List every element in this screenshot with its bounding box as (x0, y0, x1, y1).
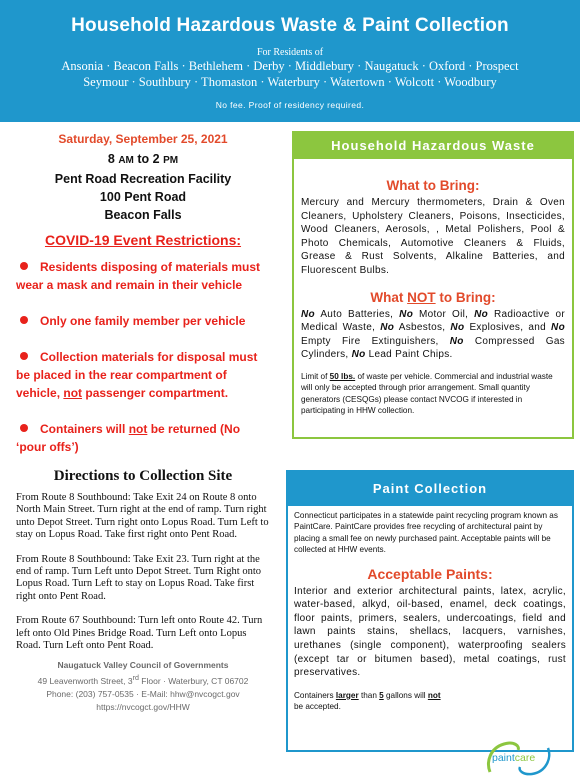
bullet-icon (20, 262, 28, 270)
acceptable-paints-list: Interior and exterior architectural paints, latex, acrylic, water-based, alkyd, oil-based, enamel, deck coatings, floor paints, primers, sealers, undercoatings, field and lawn paints stains, shellacs, lacquers, varnishes, urethanes (single component), waterproofing sealers (except tar or bitumen based), metal coatings, rust preservatives. (294, 585, 566, 679)
restriction-item: Collection materials for disposal must be placed in the rear compartment of vehicle, not passenger compartment. (16, 350, 258, 400)
covid-restrictions-list (16, 258, 270, 456)
event-date: Saturday, September 25, 2021 (58, 132, 228, 146)
org-website[interactable]: https://nvcogct.gov/HHW (96, 702, 190, 713)
org-contact: Phone: (203) 757-0535 · E-Mail: hhw@nvcogct.gov (46, 689, 240, 700)
for-residents-label: For Residents of (256, 47, 324, 58)
header-banner (0, 0, 580, 122)
paint-panel (286, 470, 574, 764)
fee-note: No fee. Proof of residency required. (215, 100, 365, 110)
org-name: Naugatuck Valley Council of Governments (57, 660, 229, 671)
directions-paragraph: From Route 67 Southbound: Turn left onto Route 42. Turn left onto Old Pines Bridge Road. Turn Left onto Lopus Road. Turn Left onto Pent Road. (16, 615, 263, 652)
event-facility: Pent Road Recreation Facility (54, 172, 232, 186)
restriction-item: Only one family member per vehicle (16, 312, 270, 330)
towns-line-2: Seymour · Southbury · Thomaston · Waterbury · Watertown · Wolcott · Woodbury (83, 75, 497, 89)
what-to-bring-title: What to Bring: (386, 178, 480, 193)
bullet-icon (20, 424, 28, 432)
event-town: Beacon Falls (104, 208, 182, 222)
event-info (16, 132, 270, 224)
event-street: 100 Pent Road (99, 190, 187, 204)
bullet-icon (20, 316, 28, 324)
directions-text (16, 492, 270, 652)
towns-line-1: Ansonia · Beacon Falls · Bethlehem · Derby · Middlebury · Naugatuck · Oxford · Prospect (61, 59, 519, 73)
event-time: 8 AM to 2 PM (107, 152, 179, 166)
hhw-panel (292, 131, 574, 439)
paintcare-intro: Connecticut participates in a statewide paint recycling program known as PaintCare. PaintCare provides free recycling of architectural paint by placing a small fee on newly purchased paint. Acceptable paints will be collected at HHW events. (294, 511, 558, 555)
restriction-item: Containers will not be returned (No ‘pour offs’) (16, 422, 241, 454)
directions-paragraph: From Route 8 Southbound: Take Exit 23. Turn right at the end of ramp. Turn Left unto Depot Street. Turn Right onto Lopus Road. Turn Left to stay on Lopus Road. Take first right onto Pent Road. (16, 553, 261, 602)
left-column (16, 132, 270, 714)
what-not-to-bring-title: What NOT to Bring: (370, 289, 496, 305)
contact-footer (16, 659, 270, 714)
paintcare-logo: paintcare (484, 738, 554, 778)
restriction-item: Residents disposing of materials must wear a mask and remain in their vehicle (16, 260, 261, 292)
bullet-icon (20, 352, 28, 360)
covid-restrictions-title: COVID-19 Event Restrictions: (44, 232, 242, 248)
container-size-note: Containers larger than 5 gallons will not be accepted. (294, 690, 441, 712)
what-to-bring-list: Mercury and Mercury thermometers, Drain & Oven Cleaners, Upholstery Cleaners, Poisons, Insecticides, Wood Cleaners, Aerosols, , Metal Polishers, Pool & Photo Chemicals, Automotive Cleaners & Fluids, Grease & Rust Solvents, Alkaline Batteries, and Fluorescent Bulbs. (301, 197, 565, 276)
hhw-panel-title: Household Hazardous Waste (294, 133, 572, 159)
org-address: 49 Leavenworth Street, 3rd Floor · Waterbury, CT 06702 (37, 674, 249, 687)
paint-panel-title: Paint Collection (288, 472, 572, 506)
waste-limit-note: Limit of 50 lbs. of waste per vehicle. Commercial and industrial waste will only be accepted through prior arrangement. Small quantity generators (CESQGs) please contact NVCOG if interested in participating in HHW collection. (301, 371, 553, 416)
directions-title: Directions to Collection Site (53, 468, 233, 484)
page-title: Household Hazardous Waste & Paint Collection (71, 15, 509, 36)
what-not-to-bring-list: No Auto Batteries, No Motor Oil, No Radioactive or Medical Waste, No Asbestos, No Explosives, and No Empty Fire Extinguishers, No Compressed Gas Cylinders, No Lead Paint Chips. (301, 308, 565, 361)
acceptable-paints-title: Acceptable Paints: (367, 565, 493, 582)
directions-paragraph: From Route 8 Southbound: Take Exit 24 on Route 8 onto North Main Street. Turn right at the end of ramp. Turn right unto Depot Street. Turn right onto Lopus Road. Turn Left to stay on Lopus Road. Take first right onto Pent Road. (16, 492, 269, 541)
